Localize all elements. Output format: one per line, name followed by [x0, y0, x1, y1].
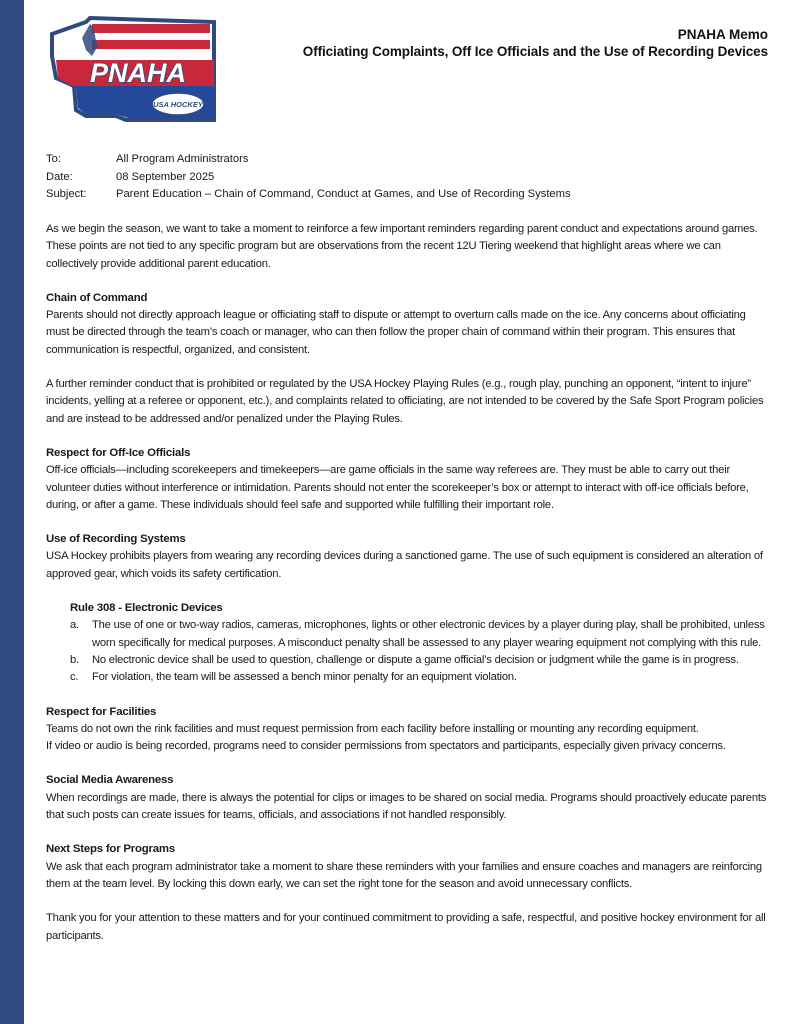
- rule-item-marker: a.: [70, 619, 79, 632]
- rule-item-text: The use of one or two-way radios, cameras, microphones, lights or other electronic devices by a player during play, shall be prohibited, unless worn specifically for medical purposes. A misconduct penalty shall be assessed to any player wearing equipment not complying with this rule.: [92, 619, 765, 649]
- meta-row-subject: [46, 186, 571, 204]
- meta-value: Parent Education – Chain of Command, Conduct at Games, and Use of Recording Systems: [116, 188, 571, 200]
- rule-item-text: No electronic device shall be used to question, challenge or dispute a game official’s decision or judgment while the game is in progress.: [92, 653, 739, 666]
- meta-value: All Program Administrators: [116, 153, 249, 165]
- closing-paragraph: Thank you for your attention to these matters and for your continued commitment to providing a safe, respectful, and positive hockey environment for all participants.: [46, 912, 766, 942]
- section-heading: Social Media Awareness: [46, 774, 174, 787]
- rule-item: [70, 652, 768, 669]
- section-heading: Use of Recording Systems: [46, 533, 186, 546]
- section-facilities: [46, 704, 768, 756]
- meta-row-to: [46, 151, 571, 169]
- section-recording-systems: [46, 531, 768, 686]
- section-social-media: [46, 772, 768, 824]
- section-paragraph: When recordings are made, there is always the potential for clips or images to be shared on social media. Programs should proactively educate parents that such posts can create issues for teams, officials, and associations if not handled responsibly.: [46, 791, 767, 822]
- section-heading: Chain of Command: [46, 291, 148, 304]
- rule-heading: Rule 308 - Electronic Devices: [70, 602, 223, 615]
- rule-item-marker: b.: [70, 653, 79, 666]
- section-paragraph: If video or audio is being recorded, programs need to consider permissions from spectators and participants, especially given privacy concerns.: [46, 740, 726, 753]
- pnaha-logo: [46, 16, 218, 122]
- rule-item: [70, 669, 768, 686]
- intro-paragraph: As we begin the season, we want to take a moment to reinforce a few important reminders regarding parent conduct and expectations around games. These points are not tied to any specific program but are observations from the recent 12U Tiering weekend that highlight areas where we can collectively provide additional parent education.: [46, 223, 758, 270]
- memo-page: [46, 0, 768, 1024]
- meta-key: Subject:: [46, 188, 87, 200]
- rule-308-block: [70, 600, 768, 686]
- rule-item: [70, 617, 768, 652]
- memo-body: [46, 221, 768, 962]
- memo-meta: [46, 151, 571, 204]
- section-heading: Respect for Facilities: [46, 705, 157, 718]
- meta-key: To:: [46, 153, 61, 165]
- section-heading: Respect for Off-Ice Officials: [46, 446, 191, 459]
- section-chain-of-command: [46, 290, 768, 428]
- section-paragraph: Parents should not directly approach league or officiating staff to dispute or attempt to overturn calls made on the ice. Any concerns about officiating must be directed through the team’s coach or manager, who can then follow the proper chain of command within their program. This ensures that communication is respectful, organized, and consistent.: [46, 309, 746, 356]
- section-paragraph: USA Hockey prohibits players from wearing any recording devices during a sanctioned game. The use of such equipment is considered an alteration of approved gear, which voids its safety certification.: [46, 550, 763, 580]
- meta-value: 08 September 2025: [116, 170, 215, 183]
- rule-list: [70, 617, 768, 686]
- meta-key: Date:: [46, 170, 73, 183]
- rule-item-text: For violation, the team will be assessed a bench minor penalty for an equipment violation.: [92, 671, 517, 684]
- logo-sub-text: USA HOCKEY: [153, 100, 203, 109]
- section-heading: Next Steps for Programs: [46, 843, 175, 856]
- memo-label: PNAHA Memo: [677, 27, 768, 42]
- rule-item-marker: c.: [70, 671, 79, 684]
- section-paragraph: Teams do not own the rink facilities and must request permission from each facility before installing or mounting any recording equipment.: [46, 722, 699, 735]
- section-next-steps: [46, 841, 768, 893]
- memo-header: [303, 26, 768, 61]
- section-paragraph: We ask that each program administrator take a moment to share these reminders with your families and ensure coaches and managers are reinforcing them at the team level. By locking this down early, we can set the right tone for the season and avoid unnecessary conflicts.: [46, 860, 762, 890]
- left-margin-bar: [0, 0, 24, 1024]
- section-paragraph: A further reminder conduct that is prohibited or regulated by the USA Hockey Playing Rules (e.g., rough play, punching an opponent, “intent to injure” incidents, yelling at a referee or opponent, etc.), and complaints related to officiating, are not intended to be covered by the Safe Sport Program policies and are instead to be addressed and/or penalized under the Playing Rules.: [46, 378, 764, 425]
- section-off-ice-officials: [46, 445, 768, 514]
- section-paragraph: Off-ice officials—including scorekeepers and timekeepers—are game officials in the same way referees are. They must be able to carry out their volunteer duties without interference or intimidation. Parents should not enter the scorekeeper’s box or attempt to interact with off-ice officials before, during, or after a game. These individuals should feel safe and supported while fulfilling their important role.: [46, 464, 749, 511]
- memo-title: Officiating Complaints, Off Ice Officials and the Use of Recording Devices: [302, 44, 768, 59]
- meta-row-date: [46, 169, 571, 187]
- logo-text: PNAHA: [89, 58, 187, 88]
